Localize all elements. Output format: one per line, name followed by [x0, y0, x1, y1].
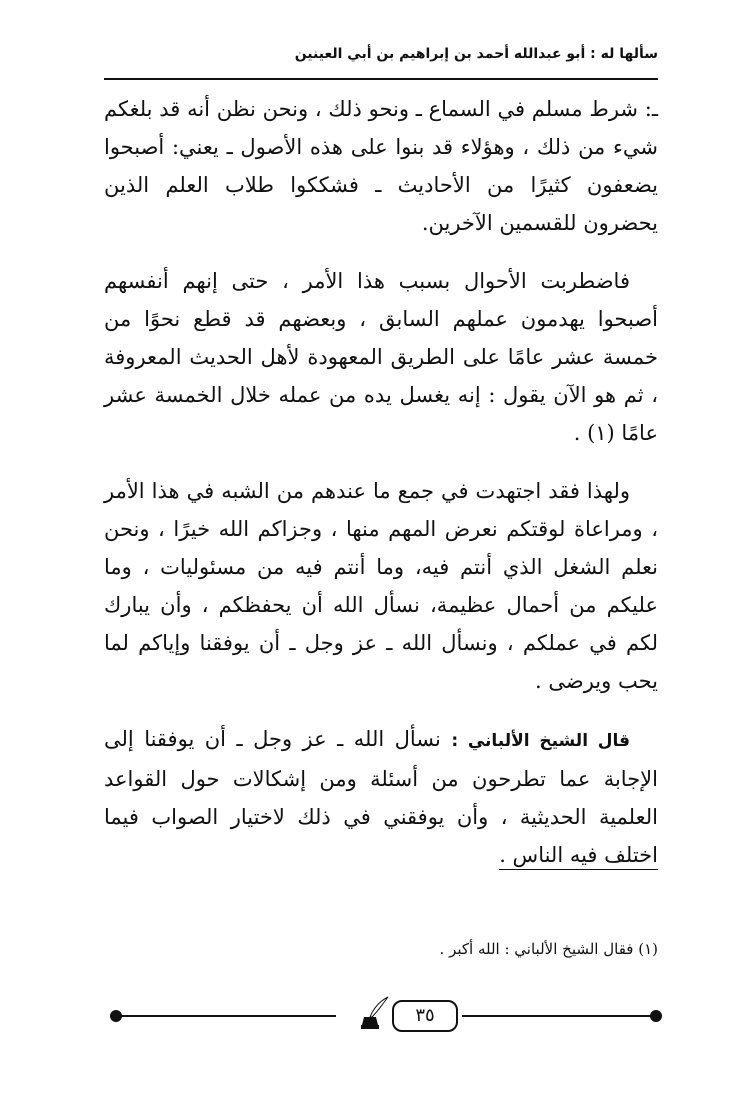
inkwell-quill-icon [350, 995, 390, 1035]
running-header [104, 46, 658, 80]
speaker-label: قال الشيخ الألباني : [451, 731, 630, 751]
footer-dot-right [650, 1010, 662, 1022]
footer-rule-left [118, 1015, 336, 1017]
footer-rule-right [462, 1015, 658, 1017]
paragraph-1: ـ: شرط مسلم في السماع ـ ونحو ذلك ، ونحن نظن أنه قد بلغكم شيء من ذلك ، وهؤلاء قد بنوا على هذه الأصول ـ يعني: أصبحوا يضعفون كثيرًا من الأحاديث ـ فشككوا طلاب العلم الذين يحضرون للقسمين الآخرين. [104, 97, 658, 235]
closing-text: نسأل الله ـ عز وجل ـ أن يوفقنا إلى الإجابة عما تطرحون من أسئلة ومن إشكالات حول القواعد العلمية الحديثية ، وأن يوفقني في ذلك لاختيار الصواب فيما [104, 727, 658, 829]
page-body [104, 90, 658, 894]
header-title: سألها له : أبو عبدالله أحمد بن إبراهيم بن أبي العينين [294, 46, 658, 62]
paragraph-3: ولهذا فقد اجتهدت في جمع ما عندهم من الشبه في هذا الأمر ، ومراعاة لوقتكم نعرض المهم منها ، وجزاكم الله خيرًا ، ونحن نعلم الشغل الذي أنتم فيه، وما أنتم فيه من مسئوليات ، وما عليكم من أحمال عظيمة، نسأل الله أن يحفظكم ، وأن يبارك لكم في عملكم ، ونسأل الله ـ عز وجل ـ أن يوفقنا وإياكم لما يحب ويرضى . [104, 479, 658, 693]
footnote-text: (١) فقال الشيخ الألباني : الله أكبر . [439, 940, 658, 958]
footnote [104, 940, 658, 958]
closing-paragraph [104, 720, 658, 874]
closing-underlined-text: اختلف فيه الناس . [499, 843, 658, 870]
paragraph-2: فاضطربت الأحوال بسبب هذا الأمر ، حتى إنهم أنفسهم أصبحوا يهدمون عملهم السابق ، وبعضهم قد قطع نحوًا من خمسة عشر عامًا على الطريق المعهودة لأهل الحديث المعروفة ، ثم هو الآن يقول : إنه يغسل يده من عمله خلال الخمسة عشر عامًا (١) . [104, 269, 658, 445]
page-footer [110, 995, 658, 1035]
page-number: ٣٥ [392, 1000, 458, 1032]
